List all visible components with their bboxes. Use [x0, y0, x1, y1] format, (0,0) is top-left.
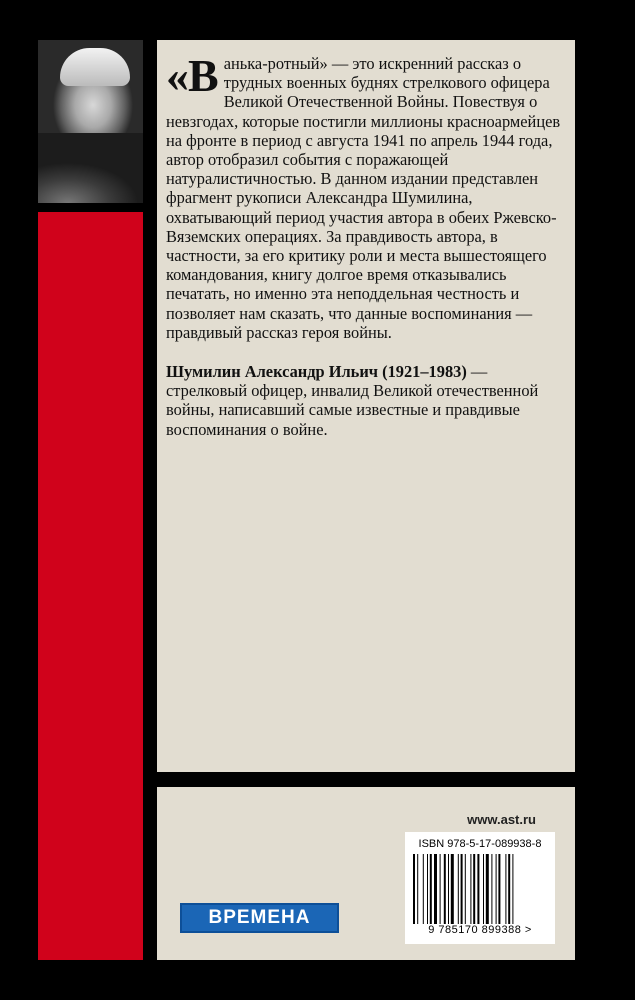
annotation-body: анька-ротный» — это искренний рассказ о трудных военных буднях стрелкового офицера Великой Отечественной Войны. Повествуя о невзгодах, которые постигли миллионы красноармейцев на фронте в период с августа 1941 по апрель 1944 года, автор отобразил события с поражающей натуралистичностью. В данном издании представлен фрагмент рукописи Александра Шумилина, охватывающий период участия автора в обеих Ржевско-Вяземских операциях. За правдивость автора, в частности, за его критику роли и места вышестоящего командования, книгу долгое время отказывались печатать, но именно эта неподдельная честность и позволяет нам сказать, что данные воспоминания — правдивый рассказ героя войны.: [166, 54, 561, 342]
barcode-bar: [451, 854, 454, 924]
barcode-bar: [491, 854, 492, 924]
barcode-number: 9 785170 899388 >: [428, 924, 532, 936]
barcode-bar: [486, 854, 489, 924]
annotation-paragraph: [166, 50, 566, 342]
barcode-bar: [440, 854, 441, 924]
barcode-bar: [413, 854, 415, 924]
portrait-hair: [60, 48, 130, 86]
barcode-bar: [423, 854, 424, 924]
barcode-bar: [444, 854, 446, 924]
author-bio: — стрелковый офицер, инвалид Великой отечественной войны, написавший самые известные и правдивые воспоминания о войне.: [166, 362, 539, 439]
barcode-bar: [505, 854, 506, 924]
website-link[interactable]: www.ast.ru: [467, 812, 536, 827]
barcode-bar: [483, 854, 484, 924]
barcode-bar: [477, 854, 479, 924]
barcode-bar: [427, 854, 428, 924]
publisher-logo: [180, 903, 339, 933]
portrait-coat: [38, 133, 143, 203]
annotation-text: [166, 50, 566, 455]
author-paragraph: [166, 362, 566, 439]
barcode-bar: [470, 854, 471, 924]
barcode-bar: [512, 854, 513, 924]
barcode-bar: [498, 854, 500, 924]
barcode-bar: [434, 854, 437, 924]
barcode-bar: [508, 854, 510, 924]
author-photo: [38, 40, 143, 203]
isbn-label: ISBN 978-5-17-089938-8: [418, 838, 542, 850]
barcode-bar: [461, 854, 463, 924]
red-band: [38, 212, 143, 960]
barcode-bar: [448, 854, 449, 924]
barcode-bar: [465, 854, 466, 924]
barcode-bar: [430, 854, 432, 924]
author-name: Шумилин Александр Ильич (1921–1983): [166, 362, 467, 382]
barcode-bar: [458, 854, 459, 924]
barcode-bar: [496, 854, 497, 924]
barcode-bar: [417, 854, 418, 924]
barcode-icon: [413, 854, 547, 924]
barcode-box: [405, 832, 555, 944]
barcode-bar: [473, 854, 475, 924]
drop-cap: «В: [166, 50, 218, 101]
publisher-logo-text: ВРЕМЕНА: [208, 907, 311, 928]
